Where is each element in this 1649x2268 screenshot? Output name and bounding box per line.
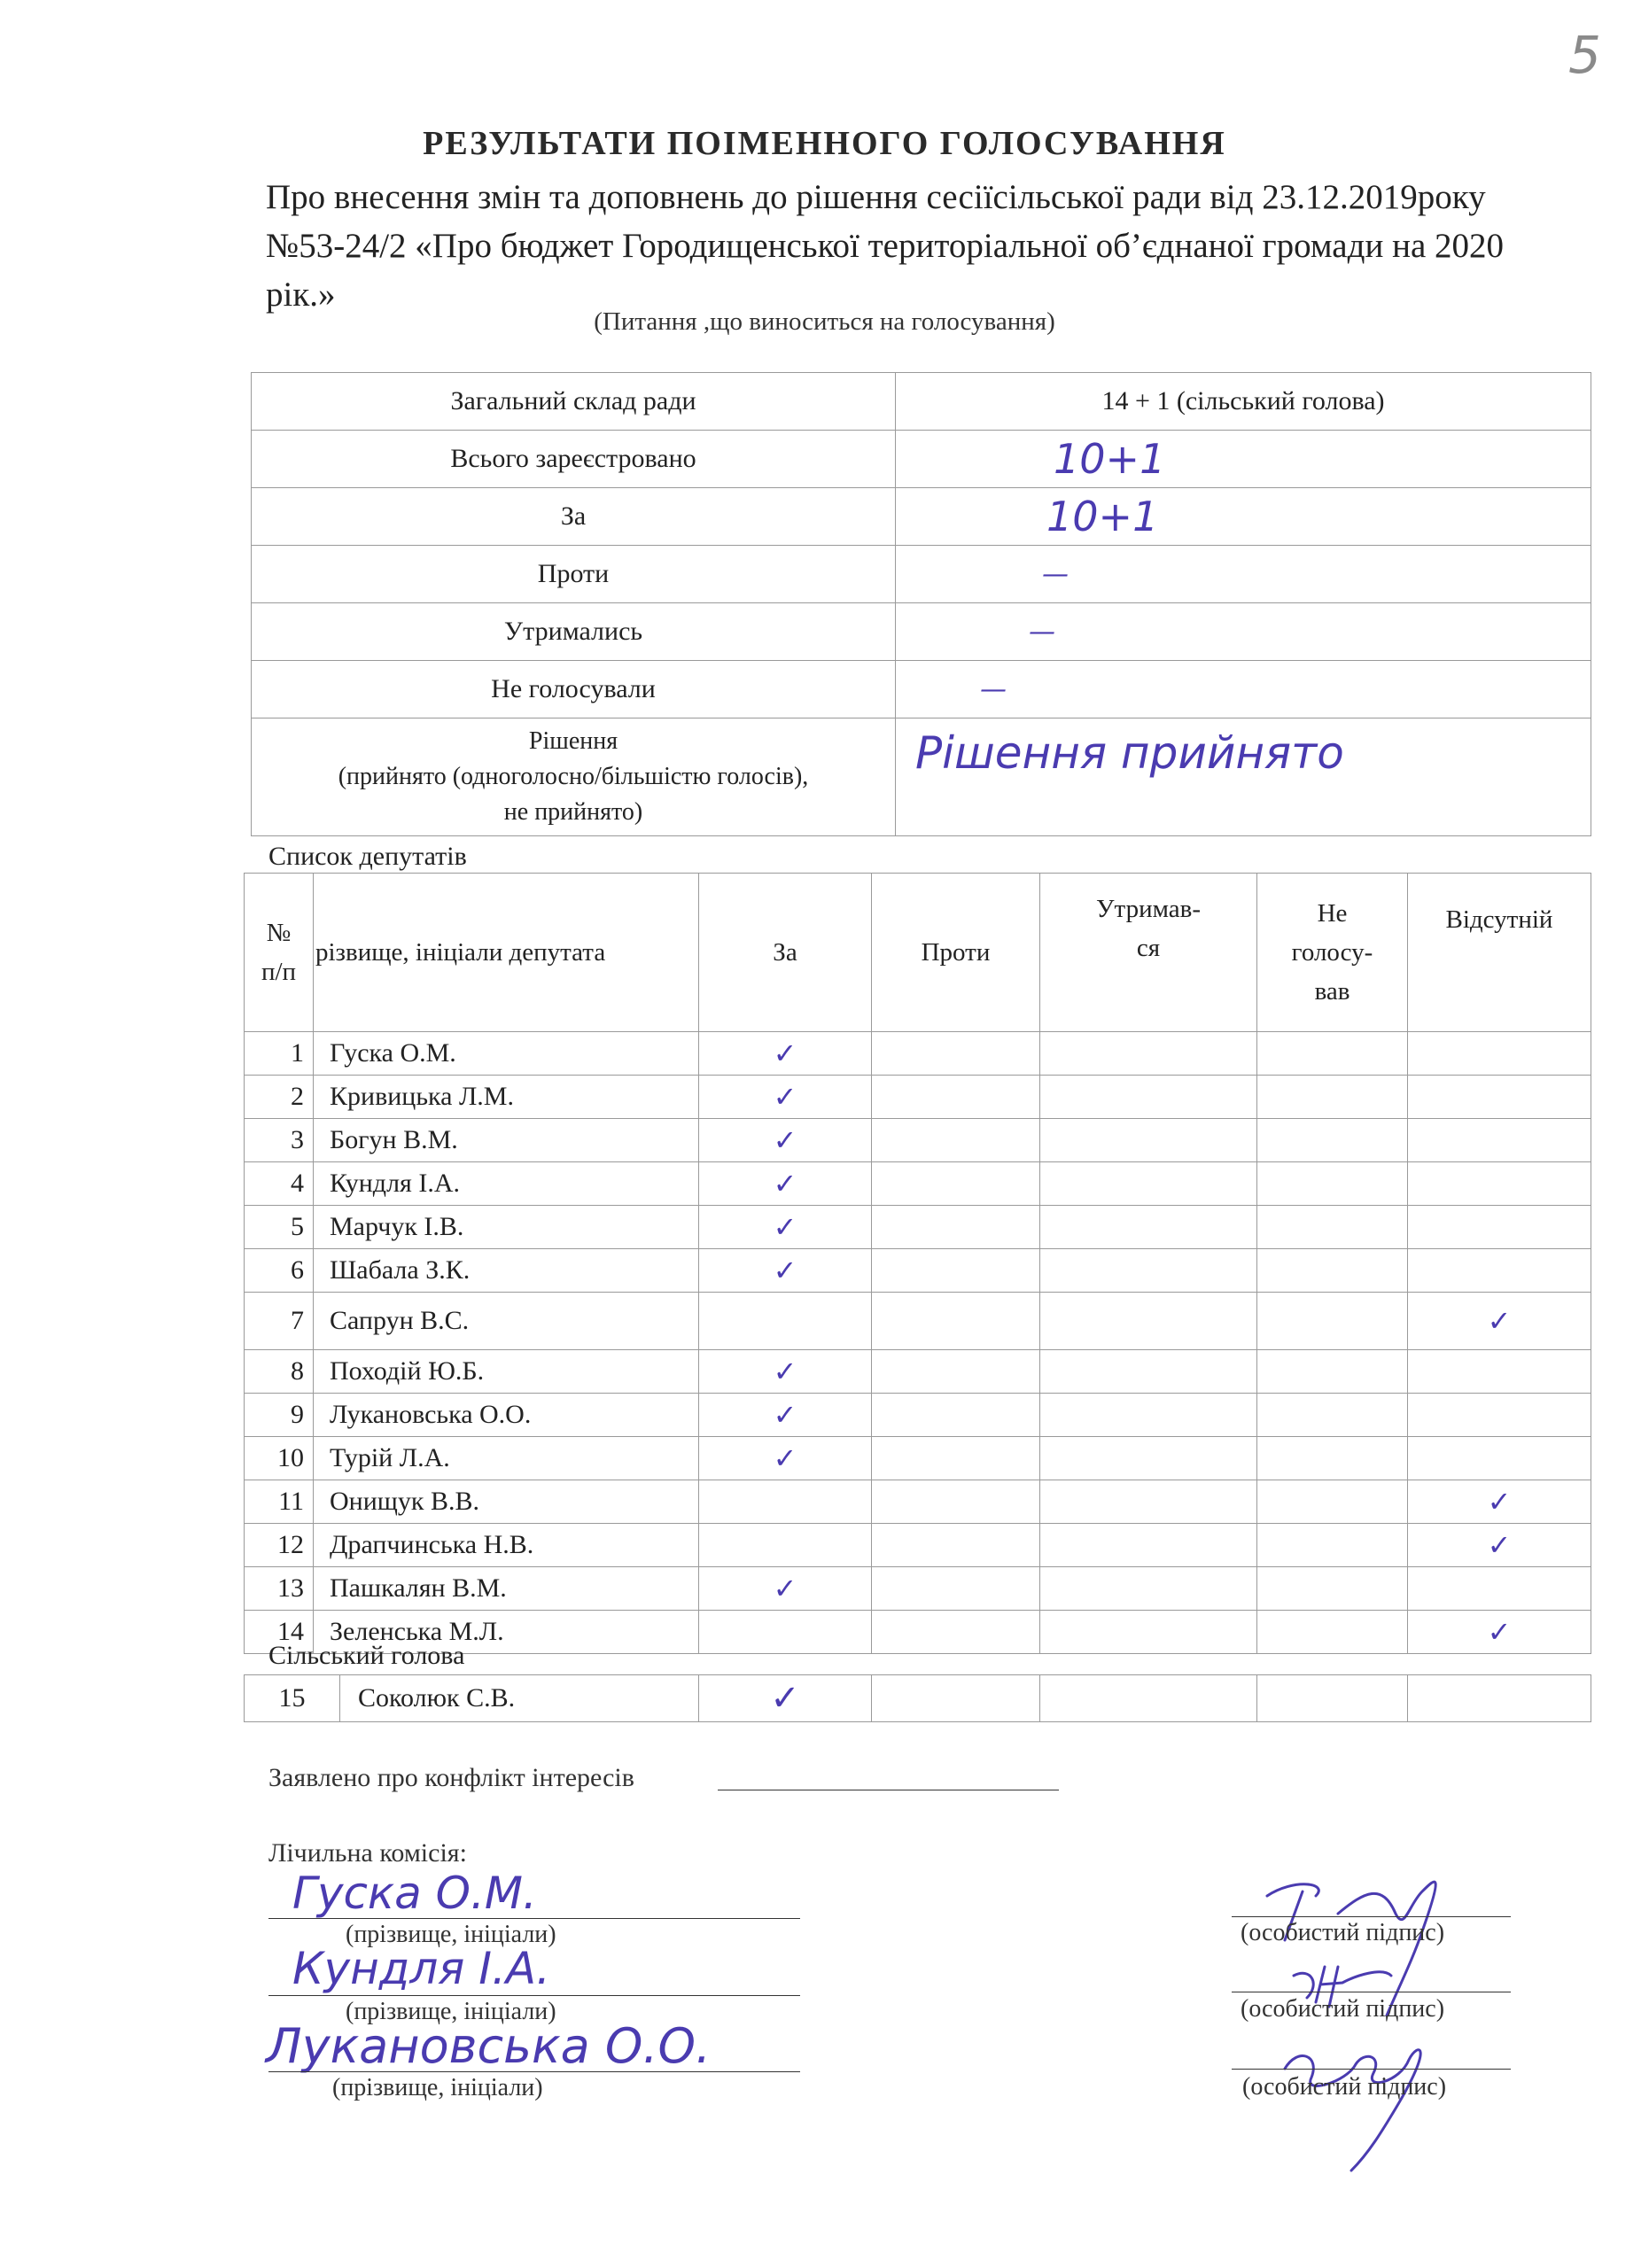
vote-cell-against [872,1162,1040,1206]
vote-cell-for [699,1524,872,1567]
deputy-num: 6 [245,1249,314,1293]
table-row [245,1567,1591,1611]
vote-cell-notvoted [1257,1394,1408,1437]
deputy-name: Онищук В.В. [314,1480,699,1524]
vote-cell-absent [1408,1032,1591,1076]
deputy-num: 12 [245,1524,314,1567]
vote-cell-notvoted [1257,1206,1408,1249]
deputy-name: Турій Л.А. [314,1437,699,1480]
vote-cell-abstained [1040,1350,1257,1394]
vote-cell-abstained [1040,1119,1257,1162]
table-row [245,1437,1591,1480]
registered-label: Всього зареєстровано [252,431,896,488]
header-notvoted-3: вав [1314,977,1350,1006]
summary-row-registered [252,431,1591,488]
vote-cell-absent [1408,1206,1591,1249]
vote-cell-for [699,1567,872,1611]
head-row [245,1675,1591,1722]
vote-cell-absent [1408,1611,1591,1654]
header-for: За [699,874,872,1032]
vote-cell-for [699,1293,872,1350]
vote-cell-against [872,1394,1040,1437]
total-value: 14 + 1 (сільський голова) [896,373,1591,431]
vote-cell-against [872,1524,1040,1567]
vote-cell-against [872,1611,1040,1654]
header-abstained-2: ся [1136,934,1161,962]
summary-row-notvoted [252,661,1591,718]
vote-cell-for [699,1032,872,1076]
deputy-num: 14 [245,1611,314,1654]
vote-cell-for [699,1076,872,1119]
deputy-num: 5 [245,1206,314,1249]
vote-cell-for [699,1611,872,1654]
commission-name-3: Лукановська О.О. [266,2018,712,2074]
vote-cell-absent [1408,1524,1591,1567]
vote-cell-notvoted [1257,1293,1408,1350]
deputy-name: Кривицька Л.М. [314,1076,699,1119]
vote-check-icon: ✓ [1487,1485,1512,1518]
vote-cell-for [699,1206,872,1249]
vote-cell-against [872,1437,1040,1480]
head-name: Соколюк С.В. [340,1675,699,1722]
table-row [245,1350,1591,1394]
vote-cell-against [872,1076,1040,1119]
commission-name-2: Кундля І.А. [292,1943,551,1994]
vote-check-icon: ✓ [773,1441,797,1475]
vote-check-icon: ✓ [773,1398,797,1432]
vote-cell-abstained [1040,1480,1257,1524]
commission-name-caption-3: (прізвище, ініціали) [332,2074,543,2101]
total-label: Загальний склад ради [252,373,896,431]
table-row [245,1480,1591,1524]
vote-cell-notvoted [1257,1524,1408,1567]
vote-cell-for [699,1119,872,1162]
commission-sign-caption-2: (особистий підпис) [1241,1995,1445,2023]
table-row [245,1524,1591,1567]
for-value: 10+1 [1046,493,1159,540]
deputy-name: Пашкалян В.М. [314,1567,699,1611]
vote-cell-notvoted [1257,1119,1408,1162]
table-row [245,1394,1591,1437]
deputy-num: 4 [245,1162,314,1206]
vote-cell-absent [1408,1394,1591,1437]
commission-label: Лічильна комісія: [268,1838,467,1868]
vote-cell-absent [1408,1119,1591,1162]
vote-cell-abstained [1040,1437,1257,1480]
vote-check-icon: ✓ [773,1037,797,1070]
head-for-check-icon: ✓ [770,1678,800,1719]
summary-row-against [252,546,1591,603]
vote-check-icon: ✓ [773,1123,797,1157]
vote-cell-notvoted [1257,1249,1408,1293]
deputy-num: 11 [245,1480,314,1524]
vote-check-icon: ✓ [1487,1304,1512,1338]
deputies-header-row [245,874,1591,1032]
header-name: різвище, ініціали депутата [314,874,699,1032]
vote-check-icon: ✓ [773,1080,797,1114]
vote-check-icon: ✓ [773,1167,797,1200]
notvoted-value: — [980,673,1007,705]
deputy-name: Лукановська О.О. [314,1394,699,1437]
deputy-name: Богун В.М. [314,1119,699,1162]
vote-check-icon: ✓ [1487,1615,1512,1649]
vote-cell-notvoted [1257,1350,1408,1394]
vote-cell-against [872,1249,1040,1293]
vote-cell-absent [1408,1480,1591,1524]
vote-cell-abstained [1040,1076,1257,1119]
table-row [245,1293,1591,1350]
deputy-name: Шабала З.К. [314,1249,699,1293]
vote-cell-for [699,1162,872,1206]
vote-subject: Про внесення змін та доповнень до рішення сесіїсільської ради від 23.12.2019року №53-24/2 «Про бюджет Городищенської територіальної об’єднаної громади на 2020 рік.» [266,178,1505,314]
summary-row-decision [252,718,1591,836]
vote-cell-absent [1408,1567,1591,1611]
table-row [245,1206,1591,1249]
for-label: За [252,488,896,546]
deputies-table [244,873,1591,1654]
vote-cell-abstained [1040,1293,1257,1350]
vote-cell-notvoted [1257,1076,1408,1119]
decision-label-2: (прийнято (одноголосно/більшістю голосів), [338,763,809,790]
vote-cell-notvoted [1257,1567,1408,1611]
document-title: РЕЗУЛЬТАТИ ПОІМЕННОГО ГОЛОСУВАННЯ [423,125,1226,162]
deputy-name: Драпчинська Н.В. [314,1524,699,1567]
vote-cell-for [699,1249,872,1293]
deputy-num: 9 [245,1394,314,1437]
vote-cell-abstained [1040,1394,1257,1437]
vote-check-icon: ✓ [1487,1528,1512,1562]
vote-cell-for [699,1437,872,1480]
summary-row-total [252,373,1591,431]
abstained-label: Утримались [252,603,896,661]
notvoted-label: Не голосували [252,661,896,718]
decision-value: Рішення прийнято [915,727,1344,779]
deputy-name: Сапрун В.С. [314,1293,699,1350]
summary-row-for [252,488,1591,546]
header-num-1: № [266,919,292,947]
vote-check-icon: ✓ [773,1254,797,1287]
vote-cell-notvoted [1257,1032,1408,1076]
commission-name-caption-1: (прізвище, ініціали) [346,1921,556,1948]
deputies-section-label: Список депутатів [268,842,467,871]
vote-cell-abstained [1040,1524,1257,1567]
deputy-num: 3 [245,1119,314,1162]
vote-cell-absent [1408,1293,1591,1350]
vote-check-icon: ✓ [773,1210,797,1244]
abstained-value: — [1029,616,1055,648]
header-notvoted-1: Не [1317,899,1348,928]
vote-cell-absent [1408,1162,1591,1206]
vote-cell-notvoted [1257,1162,1408,1206]
deputy-num: 10 [245,1437,314,1480]
against-value: — [1042,558,1069,590]
vote-check-icon: ✓ [773,1572,797,1605]
head-section-label: Сільський голова [268,1641,465,1670]
header-abstained-1: Утримав- [1096,895,1201,923]
table-row [245,1119,1591,1162]
commission-name-1: Гуска О.М. [292,1868,537,1919]
deputy-num: 13 [245,1567,314,1611]
vote-cell-absent [1408,1076,1591,1119]
vote-cell-abstained [1040,1249,1257,1293]
summary-row-abstained [252,603,1591,661]
vote-cell-against [872,1567,1040,1611]
vote-cell-for [699,1480,872,1524]
vote-cell-against [872,1350,1040,1394]
decision-label-1: Рішення [528,727,618,755]
header-notvoted-2: голосу- [1291,938,1373,967]
deputy-name: Гуска О.М. [314,1032,699,1076]
vote-cell-against [872,1480,1040,1524]
deputy-name: Марчук І.В. [314,1206,699,1249]
vote-cell-abstained [1040,1032,1257,1076]
deputy-num: 2 [245,1076,314,1119]
vote-cell-for [699,1350,872,1394]
vote-cell-notvoted [1257,1480,1408,1524]
vote-check-icon: ✓ [773,1355,797,1388]
vote-cell-abstained [1040,1206,1257,1249]
vote-cell-against [872,1119,1040,1162]
deputy-name: Зеленська М.Л. [314,1611,699,1654]
head-num: 15 [245,1675,340,1722]
deputy-num: 7 [245,1293,314,1350]
vote-cell-absent [1408,1350,1591,1394]
vote-cell-notvoted [1257,1611,1408,1654]
table-row [245,1162,1591,1206]
header-against: Проти [872,874,1040,1032]
against-label: Проти [252,546,896,603]
vote-cell-abstained [1040,1567,1257,1611]
header-absent: Відсутній [1408,874,1591,1032]
conflict-label: Заявлено про конфлікт інтересів [268,1763,634,1792]
vote-cell-against [872,1206,1040,1249]
vote-cell-for [699,1394,872,1437]
vote-cell-against [872,1293,1040,1350]
commission-sign-caption-1: (особистий підпис) [1241,1919,1445,1946]
vote-subject-note: (Питання ,що виноситься на голосування) [594,307,1055,336]
vote-cell-abstained [1040,1611,1257,1654]
header-num-2: п/п [261,958,297,986]
table-row [245,1076,1591,1119]
vote-cell-abstained [1040,1162,1257,1206]
deputy-num: 8 [245,1350,314,1394]
deputy-num: 1 [245,1032,314,1076]
head-table [244,1674,1591,1722]
commission-sign-caption-3: (особистий підпис) [1242,2073,1447,2101]
summary-table [251,372,1591,836]
commission-name-caption-2: (прізвище, ініціали) [346,1998,556,2025]
deputy-name: Походій Ю.Б. [314,1350,699,1394]
table-row [245,1249,1591,1293]
decision-label-3: не прийнято) [503,798,643,826]
table-row [245,1032,1591,1076]
vote-cell-notvoted [1257,1437,1408,1480]
vote-cell-absent [1408,1437,1591,1480]
vote-cell-absent [1408,1249,1591,1293]
vote-cell-against [872,1032,1040,1076]
registered-value: 10+1 [1054,435,1166,483]
deputy-name: Кундля І.А. [314,1162,699,1206]
page-number: 5 [1568,25,1601,85]
